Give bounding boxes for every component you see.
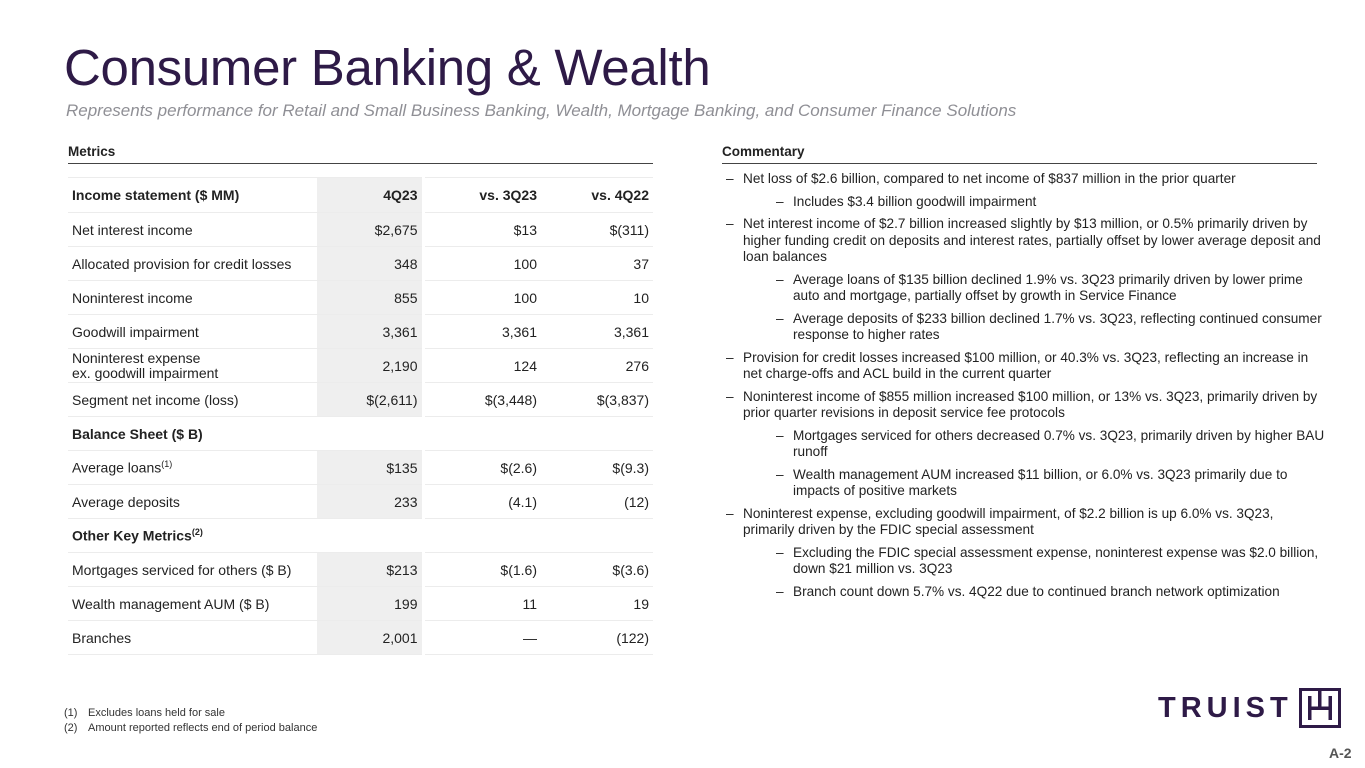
row-label: Segment net income (loss) bbox=[68, 383, 317, 417]
dash-marker: – bbox=[726, 349, 734, 365]
page-title: Consumer Banking & Wealth bbox=[64, 39, 711, 96]
dash-marker: – bbox=[776, 310, 784, 326]
row-label-line2: ex. goodwill impairment bbox=[72, 364, 219, 381]
table-row bbox=[68, 485, 653, 519]
cell-vs-3q23: 11 bbox=[423, 587, 541, 621]
bullet-text: Average deposits of $233 billion declined 1.7% vs. 3Q23, reflecting continued consumer response to higher rates bbox=[793, 310, 1322, 342]
row-label: Net interest income bbox=[68, 213, 317, 247]
dash-marker: – bbox=[776, 544, 784, 560]
column-header-vs-4q22: vs. 4Q22 bbox=[541, 178, 653, 213]
cell-vs-3q23: 3,361 bbox=[423, 315, 541, 349]
footnote-number: (2) bbox=[64, 721, 78, 734]
table-row bbox=[68, 621, 653, 655]
cell-4q23: $135 bbox=[317, 451, 423, 485]
dash-marker: – bbox=[726, 505, 734, 521]
table-row bbox=[68, 281, 653, 315]
cell-vs-3q23: $(2.6) bbox=[423, 451, 541, 485]
dash-marker: – bbox=[776, 583, 784, 599]
row-label bbox=[68, 451, 317, 485]
table-row bbox=[68, 553, 653, 587]
footnote-number: (1) bbox=[64, 707, 78, 719]
table-row bbox=[68, 349, 653, 383]
cell-4q23: 855 bbox=[317, 281, 423, 315]
cell-vs-4q22: 276 bbox=[541, 349, 653, 383]
cell-4q23: 233 bbox=[317, 485, 423, 519]
other-metrics-title bbox=[68, 519, 653, 553]
row-label: Branches bbox=[68, 621, 317, 655]
commentary-sub-bullet bbox=[776, 311, 1326, 344]
commentary-bullet bbox=[726, 216, 1326, 266]
footnote-text: Amount reported reflects end of period balance bbox=[88, 721, 318, 734]
dash-marker: – bbox=[726, 171, 734, 186]
table-row bbox=[68, 451, 653, 485]
cell-4q23: $(2,611) bbox=[317, 383, 423, 417]
cell-4q23: $213 bbox=[317, 553, 423, 587]
cell-4q23: $2,675 bbox=[317, 213, 423, 247]
cell-vs-3q23: 100 bbox=[423, 281, 541, 315]
bullet-text: Mortgages serviced for others decreased 0.7% vs. 3Q23, primarily driven by higher BAU runoff bbox=[793, 427, 1325, 459]
footnote bbox=[64, 706, 317, 721]
bullet-text: Average loans of $135 billion declined 1.9% vs. 3Q23 primarily driven by lower prime auto and mortgage, partially offset by growth in Service Finance bbox=[793, 271, 1303, 303]
commentary-sub-bullet bbox=[776, 428, 1326, 461]
cell-vs-3q23: $13 bbox=[423, 213, 541, 247]
commentary-sub-bullet bbox=[776, 272, 1326, 305]
bullet-text: Net loss of $2.6 billion, compared to net income of $837 million in the prior quarter bbox=[743, 171, 1236, 186]
cell-vs-3q23: (4.1) bbox=[423, 485, 541, 519]
balance-sheet-section-row bbox=[68, 417, 653, 451]
row-label: Wealth management AUM ($ B) bbox=[68, 587, 317, 621]
footnote-ref: (2) bbox=[191, 527, 203, 538]
cell-vs-3q23: 100 bbox=[423, 247, 541, 281]
bullet-text: Net interest income of $2.7 billion increased slightly by $13 million, or 0.5% primarily driven by higher funding credit on deposits and interest rates, partially offset by lower average deposit and loan balances bbox=[743, 216, 1321, 264]
commentary-section-title: Commentary bbox=[722, 144, 1317, 164]
commentary-bullet bbox=[726, 389, 1326, 422]
row-label-text: Average loans bbox=[72, 459, 162, 476]
row-label: Average deposits bbox=[68, 485, 317, 519]
footnotes bbox=[64, 706, 317, 735]
table-row bbox=[68, 587, 653, 621]
bullet-text: Wealth management AUM increased $11 billion, or 6.0% vs. 3Q23 primarily due to impacts of positive markets bbox=[793, 466, 1288, 498]
cell-vs-4q22: $(3,837) bbox=[541, 383, 653, 417]
metrics-section-title: Metrics bbox=[68, 144, 653, 164]
cell-4q23: 199 bbox=[317, 587, 423, 621]
table-row bbox=[68, 315, 653, 349]
table-row bbox=[68, 213, 653, 247]
commentary-sub-bullet bbox=[776, 584, 1326, 601]
cell-4q23: 2,001 bbox=[317, 621, 423, 655]
cell-vs-4q22: (12) bbox=[541, 485, 653, 519]
cell-vs-3q23: — bbox=[423, 621, 541, 655]
row-label: Allocated provision for credit losses bbox=[68, 247, 317, 281]
dash-marker: – bbox=[726, 216, 734, 231]
truist-mark-icon bbox=[1299, 688, 1341, 728]
dash-marker: – bbox=[776, 466, 784, 482]
dash-marker: – bbox=[776, 193, 784, 209]
row-label: Noninterest income bbox=[68, 281, 317, 315]
column-header-label: Income statement ($ MM) bbox=[68, 178, 317, 213]
metrics-table bbox=[68, 177, 653, 655]
dash-marker: – bbox=[776, 427, 784, 443]
commentary-sub-bullet bbox=[776, 545, 1326, 578]
cell-vs-4q22: $(3.6) bbox=[541, 553, 653, 587]
table-row bbox=[68, 247, 653, 281]
dash-marker: – bbox=[726, 388, 734, 404]
cell-4q23: 348 bbox=[317, 247, 423, 281]
footnote-text: Excludes loans held for sale bbox=[88, 707, 225, 719]
cell-vs-4q22: 37 bbox=[541, 247, 653, 281]
row-label: Mortgages serviced for others ($ B) bbox=[68, 553, 317, 587]
truist-logo bbox=[1158, 688, 1341, 728]
cell-vs-4q22: $(9.3) bbox=[541, 451, 653, 485]
dash-marker: – bbox=[776, 271, 784, 287]
cell-4q23: 3,361 bbox=[317, 315, 423, 349]
cell-vs-4q22: 10 bbox=[541, 281, 653, 315]
bullet-text: Includes $3.4 billion goodwill impairment bbox=[793, 193, 1037, 209]
bullet-text: Noninterest expense, excluding goodwill impairment, of $2.2 billion is up 6.0% vs. 3Q23, primarily driven by the FDIC special assessment bbox=[743, 505, 1274, 537]
page-subtitle: Represents performance for Retail and Small Business Banking, Wealth, Mortgage Banking, and Consumer Finance Solutions bbox=[66, 101, 1017, 120]
logo-wordmark: TRUIST bbox=[1158, 691, 1293, 724]
commentary-sub-bullet bbox=[776, 194, 1326, 211]
row-label bbox=[68, 349, 317, 383]
table-row bbox=[68, 383, 653, 417]
page-number: A-2 bbox=[1329, 745, 1352, 761]
bullet-text: Noninterest income of $855 million increased $100 million, or 13% vs. 3Q23, primarily driven by prior quarter revisions in deposit service fee protocols bbox=[743, 388, 1318, 420]
bullet-text: Excluding the FDIC special assessment expense, noninterest expense was $2.0 billion, down $21 million vs. 3Q23 bbox=[793, 544, 1319, 576]
cell-vs-4q22: (122) bbox=[541, 621, 653, 655]
bullet-text: Provision for credit losses increased $100 million, or 40.3% vs. 3Q23, reflecting an increase in net charge-offs and ACL build in the current quarter bbox=[743, 349, 1309, 381]
table-header-row bbox=[68, 178, 653, 213]
cell-4q23: 2,190 bbox=[317, 349, 423, 383]
commentary-bullet bbox=[726, 350, 1326, 383]
column-header-4q23: 4Q23 bbox=[317, 178, 423, 213]
commentary-list bbox=[726, 171, 1326, 606]
row-label-line1: Noninterest expense bbox=[72, 349, 201, 366]
cell-vs-3q23: 124 bbox=[423, 349, 541, 383]
commentary-bullet bbox=[726, 171, 1326, 188]
row-label: Goodwill impairment bbox=[68, 315, 317, 349]
balance-sheet-title: Balance Sheet ($ B) bbox=[68, 417, 653, 451]
cell-vs-4q22: 3,361 bbox=[541, 315, 653, 349]
footnote-ref: (1) bbox=[161, 459, 173, 470]
commentary-sub-bullet bbox=[776, 467, 1326, 500]
column-header-vs-3q23: vs. 3Q23 bbox=[423, 178, 541, 213]
bullet-text: Branch count down 5.7% vs. 4Q22 due to continued branch network optimization bbox=[793, 583, 1280, 599]
commentary-bullet bbox=[726, 506, 1326, 539]
cell-vs-4q22: 19 bbox=[541, 587, 653, 621]
other-metrics-title-text: Other Key Metrics bbox=[72, 527, 192, 544]
other-metrics-section-row bbox=[68, 519, 653, 553]
cell-vs-3q23: $(3,448) bbox=[423, 383, 541, 417]
cell-vs-3q23: $(1.6) bbox=[423, 553, 541, 587]
footnote bbox=[64, 721, 317, 736]
cell-vs-4q22: $(311) bbox=[541, 213, 653, 247]
